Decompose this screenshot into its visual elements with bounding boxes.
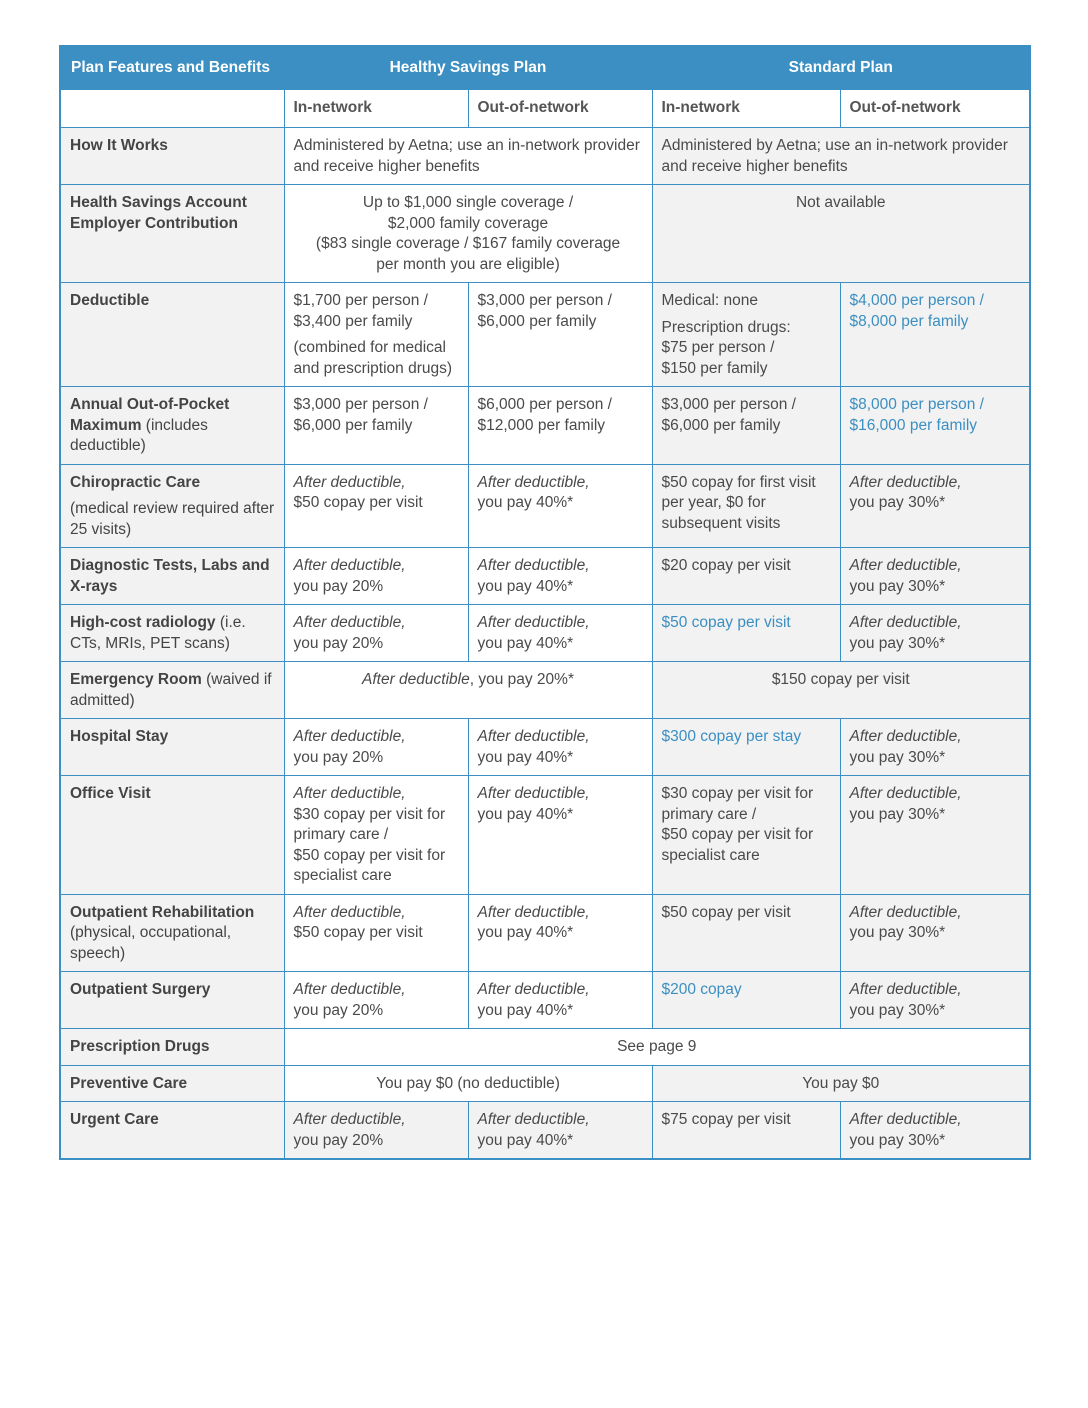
row-label: High-cost radiology (i.e. CTs, MRIs, PET scans) bbox=[60, 605, 284, 662]
std-in-cell: $200 copay bbox=[652, 972, 840, 1029]
table-row-how-it-works bbox=[60, 128, 1030, 185]
row-label: Diagnostic Tests, Labs and X-rays bbox=[60, 548, 284, 605]
std-in-cell: $50 copay per visit bbox=[652, 605, 840, 662]
hsp-cell: Up to $1,000 single coverage / $2,000 family coverage ($83 single coverage / $167 family coverage per month you are eligible) bbox=[284, 185, 652, 283]
std-in-cell: $50 copay for first visit per year, $0 for subsequent visits bbox=[652, 464, 840, 548]
std-cell: You pay $0 bbox=[652, 1065, 1030, 1102]
table-row-emergency-room bbox=[60, 662, 1030, 719]
hsp-in-cell: $1,700 per person / $3,400 per family (combined for medical and prescription drugs) bbox=[284, 283, 468, 387]
std-out-cell: After deductible, you pay 30%* bbox=[840, 776, 1030, 895]
std-out-cell: After deductible, you pay 30%* bbox=[840, 548, 1030, 605]
hsp-out-cell: After deductible, you pay 40%* bbox=[468, 972, 652, 1029]
std-out-cell: After deductible, you pay 30%* bbox=[840, 894, 1030, 972]
table-row-outpatient-rehab bbox=[60, 894, 1030, 972]
row-label: Deductible bbox=[60, 283, 284, 387]
header-healthy-savings-plan: Healthy Savings Plan bbox=[284, 46, 652, 90]
hsp-in-cell: After deductible, you pay 20% bbox=[284, 972, 468, 1029]
row-label: Annual Out-of-Pocket Maximum (includes deductible) bbox=[60, 387, 284, 465]
hsp-cell: You pay $0 (no deductible) bbox=[284, 1065, 652, 1102]
std-out-cell: After deductible, you pay 30%* bbox=[840, 1102, 1030, 1160]
hsp-in-cell: After deductible, you pay 20% bbox=[284, 605, 468, 662]
row-label: Outpatient Rehabilitation (physical, occupational, speech) bbox=[60, 894, 284, 972]
std-in-cell: $3,000 per person / $6,000 per family bbox=[652, 387, 840, 465]
table-row-outpatient-surgery bbox=[60, 972, 1030, 1029]
table-row-deductible bbox=[60, 283, 1030, 387]
hsp-cell: After deductible, you pay 20%* bbox=[284, 662, 652, 719]
subheader-std-out-of-network: Out-of-network bbox=[840, 90, 1030, 128]
header-features: Plan Features and Benefits bbox=[60, 46, 284, 90]
std-in-cell: $30 copay per visit for primary care / $50 copay per visit for specialist care bbox=[652, 776, 840, 895]
hsp-in-cell: After deductible, $50 copay per visit bbox=[284, 464, 468, 548]
row-label: How It Works bbox=[60, 128, 284, 185]
std-in-cell: $20 copay per visit bbox=[652, 548, 840, 605]
row-label: Urgent Care bbox=[60, 1102, 284, 1160]
hsp-out-cell: After deductible, you pay 40%* bbox=[468, 776, 652, 895]
table-row-high-cost-radiology bbox=[60, 605, 1030, 662]
std-in-cell: Medical: none Prescription drugs: $75 per person / $150 per family bbox=[652, 283, 840, 387]
row-label: Hospital Stay bbox=[60, 719, 284, 776]
subheader-std-in-network: In-network bbox=[652, 90, 840, 128]
hsp-in-cell: $3,000 per person / $6,000 per family bbox=[284, 387, 468, 465]
rx-cell: See page 9 bbox=[284, 1029, 1030, 1066]
benefits-comparison-table bbox=[59, 45, 1031, 1160]
table-row-hsa-contribution bbox=[60, 185, 1030, 283]
table-row-office-visit bbox=[60, 776, 1030, 895]
hsp-out-cell: After deductible, you pay 40%* bbox=[468, 894, 652, 972]
std-out-cell: After deductible, you pay 30%* bbox=[840, 972, 1030, 1029]
row-label: Emergency Room (waived if admitted) bbox=[60, 662, 284, 719]
row-label: Chiropractic Care (medical review required after 25 visits) bbox=[60, 464, 284, 548]
row-label: Prescription Drugs bbox=[60, 1029, 284, 1066]
table-row-diagnostic-tests bbox=[60, 548, 1030, 605]
row-label: Health Savings Account Employer Contribution bbox=[60, 185, 284, 283]
std-out-cell: $4,000 per person / $8,000 per family bbox=[840, 283, 1030, 387]
network-subheader-row bbox=[60, 90, 1030, 128]
table-header-row bbox=[60, 46, 1030, 90]
hsp-out-cell: $6,000 per person / $12,000 per family bbox=[468, 387, 652, 465]
std-in-cell: $300 copay per stay bbox=[652, 719, 840, 776]
std-out-cell: After deductible, you pay 30%* bbox=[840, 719, 1030, 776]
row-label: Preventive Care bbox=[60, 1065, 284, 1102]
hsp-in-cell: After deductible, $30 copay per visit for primary care / $50 copay per visit for specialist care bbox=[284, 776, 468, 895]
table-row-out-of-pocket-max bbox=[60, 387, 1030, 465]
std-cell: Administered by Aetna; use an in-network provider and receive higher benefits bbox=[652, 128, 1030, 185]
std-out-cell: After deductible, you pay 30%* bbox=[840, 605, 1030, 662]
table-row-hospital-stay bbox=[60, 719, 1030, 776]
std-out-cell: $8,000 per person / $16,000 per family bbox=[840, 387, 1030, 465]
std-cell: Not available bbox=[652, 185, 1030, 283]
subheader-hsp-out-of-network: Out-of-network bbox=[468, 90, 652, 128]
row-label: Office Visit bbox=[60, 776, 284, 895]
hsp-cell: Administered by Aetna; use an in-network provider and receive higher benefits bbox=[284, 128, 652, 185]
row-label: Outpatient Surgery bbox=[60, 972, 284, 1029]
hsp-out-cell: After deductible, you pay 40%* bbox=[468, 464, 652, 548]
hsp-out-cell: After deductible, you pay 40%* bbox=[468, 719, 652, 776]
hsp-out-cell: After deductible, you pay 40%* bbox=[468, 1102, 652, 1160]
hsp-out-cell: After deductible, you pay 40%* bbox=[468, 548, 652, 605]
std-in-cell: $50 copay per visit bbox=[652, 894, 840, 972]
hsp-in-cell: After deductible, you pay 20% bbox=[284, 1102, 468, 1160]
header-standard-plan: Standard Plan bbox=[652, 46, 1030, 90]
hsp-out-cell: $3,000 per person / $6,000 per family bbox=[468, 283, 652, 387]
std-cell: $150 copay per visit bbox=[652, 662, 1030, 719]
hsp-in-cell: After deductible, you pay 20% bbox=[284, 719, 468, 776]
std-out-cell: After deductible, you pay 30%* bbox=[840, 464, 1030, 548]
subheader-blank bbox=[60, 90, 284, 128]
hsp-out-cell: After deductible, you pay 40%* bbox=[468, 605, 652, 662]
hsp-in-cell: After deductible, you pay 20% bbox=[284, 548, 468, 605]
hsp-in-cell: After deductible, $50 copay per visit bbox=[284, 894, 468, 972]
table-row-prescription-drugs bbox=[60, 1029, 1030, 1066]
table-row-preventive-care bbox=[60, 1065, 1030, 1102]
std-in-cell: $75 copay per visit bbox=[652, 1102, 840, 1160]
table-row-chiropractic bbox=[60, 464, 1030, 548]
subheader-hsp-in-network: In-network bbox=[284, 90, 468, 128]
table-row-urgent-care bbox=[60, 1102, 1030, 1160]
